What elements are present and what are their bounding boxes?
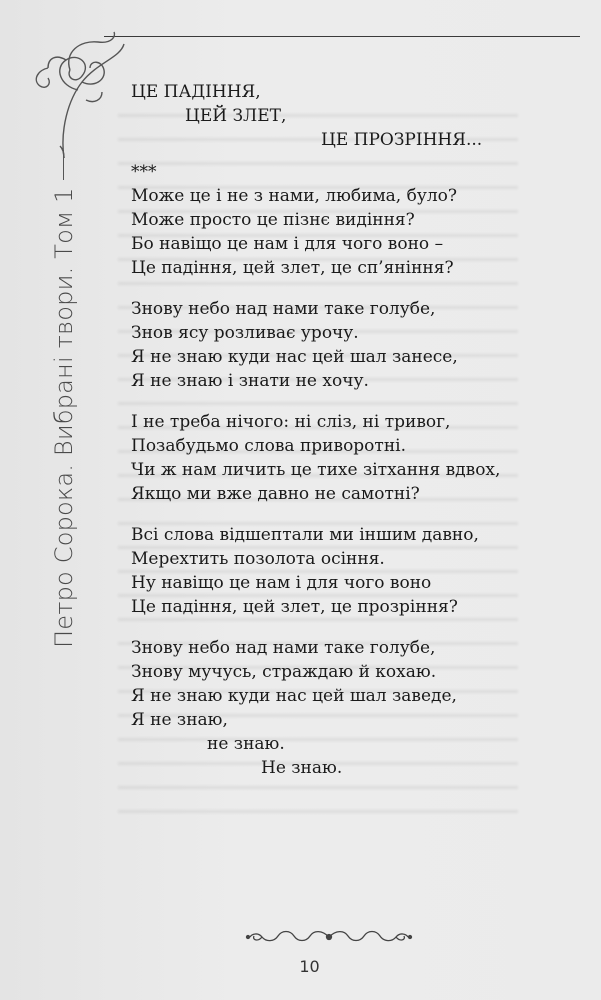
stanza-2-line-1: Знову небо над нами таке голубе,	[131, 299, 436, 319]
decorative-divider-icon	[244, 926, 414, 948]
stanza-4-line-3: Ну навіщо це нам і для чого воно	[131, 573, 432, 593]
stanza-2-line-4: Я не знаю і знати не хочу.	[131, 371, 369, 391]
closing-line-2: Не знаю.	[261, 758, 343, 778]
stanza-3-line-2: Позабудьмо слова приворотні.	[131, 436, 406, 456]
closing-line-1: не знаю.	[207, 734, 285, 754]
stanza-1-line-3: Бо навіщо це нам і для чого воно –	[131, 234, 444, 254]
stanza-5-line-2: Знову мучусь, страждаю й кохаю.	[131, 662, 437, 682]
poem-title-line-2: ЦЕЙ ЗЛЕТ,	[185, 106, 287, 126]
stanza-4-line-4: Це падіння, цей злет, це прозріння?	[131, 597, 458, 617]
stanza-4-line-2: Мерехтить позолота осіння.	[131, 549, 385, 569]
stanza-3-line-1: І не треба нічого: ні сліз, ні тривог,	[131, 412, 451, 432]
stanza-separator: ***	[131, 162, 157, 182]
stanza-1-line-4: Це падіння, цей злет, це сп’яніння?	[131, 258, 454, 278]
poem	[131, 80, 571, 780]
stanza-4-line-1: Всі слова відшептали ми іншим давно,	[131, 525, 479, 545]
stanza-1-line-2: Може просто це пізнє видіння?	[131, 210, 415, 230]
page-number: 10	[299, 957, 320, 976]
poem-title-line-1: ЦЕ ПАДІННЯ,	[131, 82, 261, 102]
stanza-3-line-4: Якщо ми вже давно не самотні?	[131, 484, 420, 504]
header-rule	[104, 36, 580, 37]
stanza-1-line-1: Може це і не з нами, любима, було?	[131, 186, 457, 206]
stanza-5-line-3: Я не знаю куди нас цей шал заведе,	[131, 686, 457, 706]
stanza-2-line-3: Я не знаю куди нас цей шал занесе,	[131, 347, 458, 367]
poem-title-line-3: ЦЕ ПРОЗРІННЯ...	[321, 130, 483, 150]
stanza-5-line-1: Знову небо над нами таке голубе,	[131, 638, 436, 658]
stanza-3-line-3: Чи ж нам личить це тихе зітхання вдвох,	[131, 460, 501, 480]
stanza-5-line-4: Я не знаю,	[131, 710, 228, 730]
stanza-2-line-2: Знов ясу розливає урочу.	[131, 323, 359, 343]
running-title: Петро Сорока. Вибрані твори. Том 1	[50, 187, 78, 648]
